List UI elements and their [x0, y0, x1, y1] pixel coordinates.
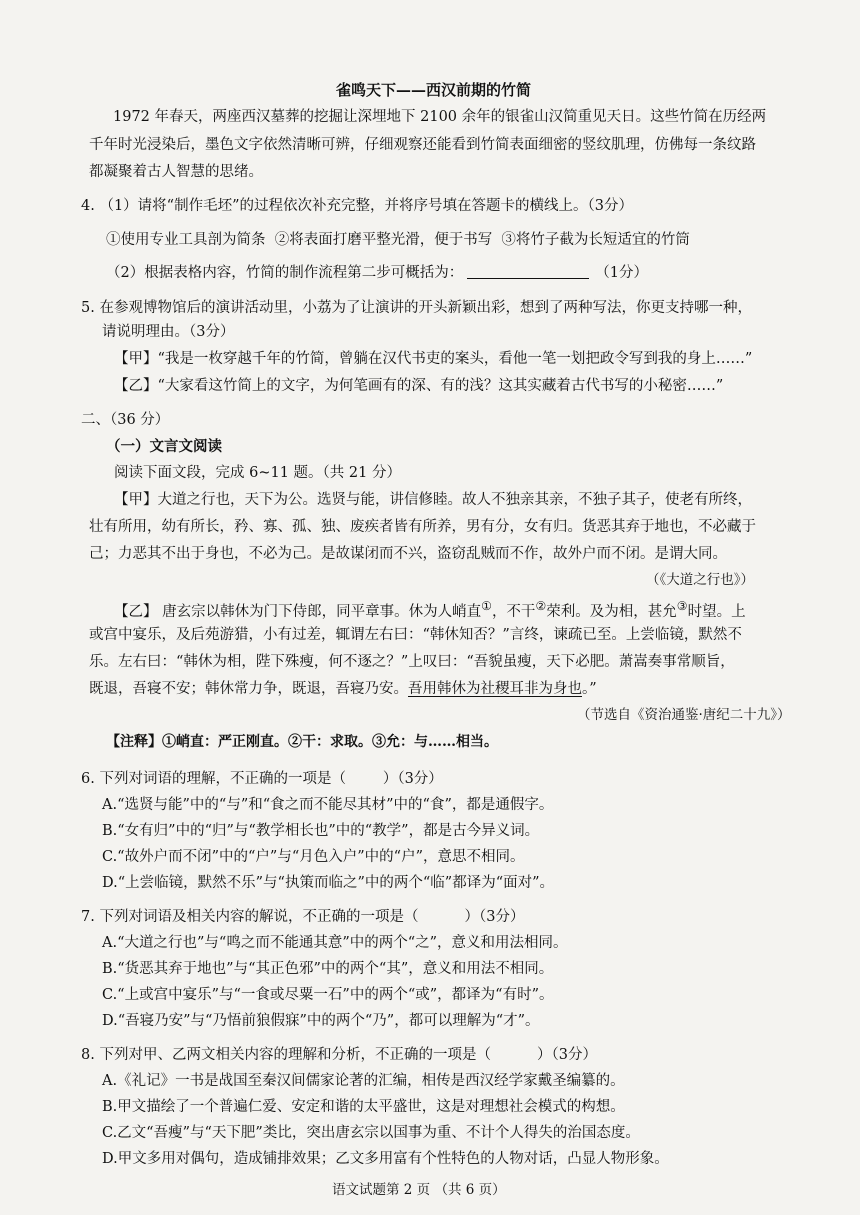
question-4-part-2-score: （1分）: [595, 265, 648, 281]
question-6-option-a: A.“选贤与能”中的“与”和“食之而不能尽其材”中的“食”，都是通假字。: [102, 797, 554, 813]
section-2-sub-heading: （一）文言文阅读: [106, 438, 222, 455]
question-4-stem: 4. （1）请将“制作毛坯”的过程依次补充完整，并将序号填在答题卡的横线上。（3分）: [81, 198, 633, 214]
passage-yi-line-2: 或宫中宴乐，及后苑游猎，小有过差，辄谓左右曰：“韩休知否？”言终，谏疏已至。上尝临镜，默然不: [89, 627, 742, 643]
question-8-option-b: B.甲文描绘了一个普遍仁爱、安定和谐的太平盛世，这是对理想社会模式的构想。: [102, 1099, 625, 1115]
intro-line-1: 1972 年春天，两座西汉墓葬的挖掘让深埋地下 2100 余年的银雀山汉简重见天日。这些竹简在历经两: [113, 109, 767, 125]
question-6-stem: 6. 下列对词语的理解，不正确的一项是（ ）（3分）: [81, 771, 443, 787]
intro-line-2: 千年时光浸染后，墨色文字依然清晰可辨，仔细观察还能看到竹简表面细密的竖纹肌理，仿佛每一条纹路: [89, 137, 756, 153]
question-8-option-c: C.乙文“吾瘦”与“天下肥”类比，突出唐玄宗以国事为重、不计个人得失的治国态度。: [102, 1125, 640, 1141]
question-7-option-c: C.“上或宫中宴乐”与“一食或尽粟一石”中的两个“或”，都译为“有时”。: [102, 987, 554, 1003]
question-7-option-b: B.“货恶其弃于地也”与“其正色邪”中的两个“其”，意义和用法不相同。: [102, 961, 554, 977]
annotation-notes: 【注释】①峭直：严正刚直。②干：求取。③允：与……相当。: [106, 734, 498, 750]
answer-blank: [467, 264, 589, 279]
question-6-option-d: D.“上尝临镜，默然不乐”与“执策而临之”中的两个“临”都译为“面对”。: [102, 875, 555, 891]
passage-yi-line-4: [89, 681, 597, 698]
section-2-heading: 二、（36 分）: [81, 412, 170, 428]
footnote-2-marker: ②: [535, 599, 547, 613]
question-7-option-d: D.“吾寝乃安”与“乃悟前狼假寐”中的两个“乃”，都可以理解为“才”。: [102, 1013, 540, 1029]
question-8-option-a: A.《礼记》一书是战国至秦汉间儒家论著的汇编，相传是西汉经学家戴圣编纂的。: [102, 1073, 625, 1089]
page-footer: 语文试题第 2 页 （共 6 页）: [332, 1182, 506, 1198]
footnote-3-marker: ③: [676, 599, 688, 613]
question-6-option-c: C.“故外户而不闭”中的“户”与“月色入户”中的“户”，意思不相同。: [102, 849, 525, 865]
question-4-part-2-text: （2）根据表格内容，竹简的制作流程第二步可概括为：: [106, 265, 464, 281]
passage-yi-line-1: [114, 600, 746, 621]
question-8-stem: 8. 下列对甲、乙两文相关内容的理解和分析，不正确的一项是（ ）（3分）: [81, 1047, 598, 1063]
passage-jia-line-2: 壮有所用，幼有所长，矜、寡、孤、独、废疾者皆有所养，男有分，女有归。货恶其弃于地也，不必藏于: [89, 519, 756, 535]
passage-yi-text: ，不干: [491, 603, 536, 620]
question-5-option-yi: 【乙】“大家看这竹简上的文字，为何笔画有的深、有的浅？这其实藏着古代书写的小秘密……”: [114, 378, 724, 394]
passage-yi-text: 。”: [582, 681, 597, 697]
passage-jia-source: （《大道之行也》）: [646, 572, 754, 588]
question-8-option-d: D.甲文多用对偶句，造成铺排效果；乙文多用富有个性特色的人物对话，凸显人物形象。: [102, 1151, 669, 1167]
passage-yi-text: 时望。上: [687, 603, 746, 620]
question-6-option-b: B.“女有归”中的“归”与“教学相长也”中的“教学”，都是古今异义词。: [102, 823, 540, 839]
passage-jia-line-1: 【甲】大道之行也，天下为公。选贤与能，讲信修睦。故人不独亲其亲，不独子其子，使老有所终，: [114, 492, 752, 508]
question-5-stem-line-2: 请说明理由。（3分）: [102, 324, 235, 340]
question-4-options: ①使用专业工具剖为简条 ②将表面打磨平整光滑，便于书写 ③将竹子截为长短适宜的竹筒: [106, 232, 690, 248]
section-2-instruction: 阅读下面文段，完成 6~11 题。（共 21 分）: [114, 465, 401, 481]
passage-yi-source: （节选自《资治通鉴·唐纪二十九》）: [577, 707, 791, 723]
intro-line-3: 都凝聚着古人智慧的思绪。: [89, 164, 263, 180]
question-7-stem: 7. 下列对词语及相关内容的解说，不正确的一项是（ ）（3分）: [81, 909, 525, 925]
passage-yi-text: 【乙】 唐玄宗以韩休为门下侍郎，同平章事。休为人峭直: [114, 603, 482, 620]
passage-jia-line-3: 己；力恶其不出于身也，不必为己。是故谋闭而不兴，盗窃乱贼而不作，故外户而不闭。是谓大同。: [89, 546, 727, 562]
passage-yi-text: 荣利。及为相，甚允: [546, 603, 677, 620]
passage-title: 雀鸣天下——西汉前期的竹简: [336, 81, 532, 99]
footnote-1-marker: ①: [481, 599, 492, 613]
underlined-sentence: 吾用韩休为社稷耳非为身也: [408, 681, 582, 697]
question-5-option-jia: 【甲】“我是一枚穿越千年的竹简，曾躺在汉代书吏的案头，看他一笔一划把政令写到我的身上……”: [114, 351, 753, 367]
passage-yi-line-3: 乐。左右曰：“韩休为相，陛下殊瘦，何不逐之？”上叹曰：“吾貌虽瘦，天下必肥。萧嵩奏事常顺旨，: [89, 654, 735, 670]
question-7-option-a: A.“大道之行也”与“鸣之而不能通其意”中的两个“之”，意义和用法相同。: [102, 935, 568, 951]
question-5-stem-line-1: 5. 在参观博物馆后的演讲活动里，小荔为了让演讲的开头新颖出彩，想到了两种写法，你更支持哪一种，: [81, 300, 752, 316]
question-4-part-2: [106, 264, 648, 282]
passage-yi-text: 既退，吾寝不安；韩休常力争，既退，吾寝乃安。: [89, 681, 408, 697]
